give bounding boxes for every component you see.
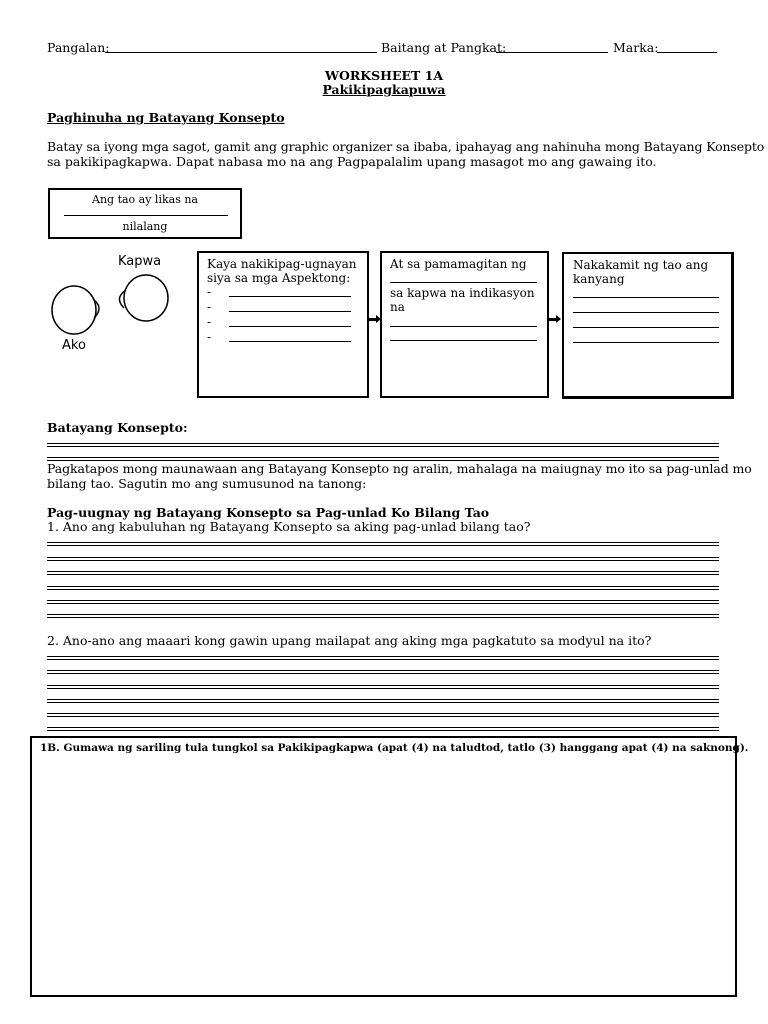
box1-bullet-3: -	[207, 315, 212, 329]
box1-line2: siya sa mga Aspektong:	[207, 271, 351, 285]
grade-label: Baitang at Pangkat:	[381, 40, 507, 55]
organizer-box-means	[380, 251, 549, 398]
concept-answer-line-1[interactable]	[47, 443, 719, 447]
worksheet-title: WORKSHEET 1A	[324, 68, 444, 83]
arrow-head-2	[556, 315, 561, 323]
box3-blank-2[interactable]	[573, 312, 719, 313]
box1-blank-2[interactable]	[229, 311, 351, 312]
box1-bullet-1: -	[207, 285, 212, 299]
label-kapwa: Kapwa	[118, 254, 162, 269]
box1-bullet-2: -	[207, 300, 212, 314]
top-box-line2: nilalang	[122, 220, 168, 233]
q2-answer-line-6[interactable]	[47, 727, 719, 731]
score-label: Marka:	[613, 40, 659, 55]
box1-bullet-4: -	[207, 330, 212, 344]
name-label: Pangalan:	[47, 40, 110, 55]
box1-line1: Kaya nakikipag-ugnayan	[207, 257, 357, 271]
section1-heading: Paghinuha ng Batayang Konsepto	[47, 110, 285, 125]
box1-blank-4[interactable]	[229, 341, 351, 342]
box3-blank-3[interactable]	[573, 327, 719, 328]
worksheet-subtitle: Pakikipagkapuwa	[322, 82, 446, 97]
poem-writing-box[interactable]	[30, 736, 749, 997]
q2-answer-line-1[interactable]	[47, 656, 719, 660]
section1-instructions-2: sa pakikipagkapwa. Dapat nabasa mo na ang Pagpapalalim upang masagot mo ang gawaing ito.	[47, 154, 657, 169]
q1-answer-line-1[interactable]	[47, 542, 719, 546]
top-box-blank[interactable]	[64, 215, 228, 216]
q2-answer-line-3[interactable]	[47, 685, 719, 689]
q2-answer-line-5[interactable]	[47, 713, 719, 717]
box1-blank-3[interactable]	[229, 326, 351, 327]
q1-answer-line-3[interactable]	[47, 571, 719, 575]
label-ako: Ako	[62, 338, 86, 353]
grade-field[interactable]	[496, 52, 608, 53]
box2-line3: na	[390, 300, 405, 314]
box2-blank-3[interactable]	[390, 340, 537, 341]
name-field[interactable]	[105, 52, 377, 53]
box2-line2: sa kapwa na indikasyon	[390, 286, 535, 300]
concept-paragraph-1: Pagkatapos mong maunawaan ang Batayang Konsepto ng aralin, mahalaga na maiugnay mo ito sa pag-unlad mo	[47, 461, 752, 476]
top-box-line1: Ang tao ay likas na	[92, 193, 198, 206]
box2-blank-2[interactable]	[390, 326, 537, 327]
score-field[interactable]	[657, 52, 717, 53]
box1-blank-1[interactable]	[229, 296, 351, 297]
box2-blank-1[interactable]	[390, 282, 537, 283]
kapwa-head-shape	[124, 275, 168, 321]
q1-answer-line-4[interactable]	[47, 586, 719, 590]
question-2: 2. Ano-ano ang maaari kong gawin upang mailapat ang aking mga pagkatuto sa modyul na ito?	[47, 633, 652, 648]
box2-line1: At sa pamamagitan ng	[390, 257, 527, 271]
q1-answer-line-2[interactable]	[47, 557, 719, 561]
box3-blank-4[interactable]	[573, 342, 719, 343]
section1-instructions-1: Batay sa iyong mga sagot, gamit ang graphic organizer sa ibaba, ipahayag ang nahinuha mong Batayang Konsepto	[47, 139, 765, 154]
concept-label: Batayang Konsepto:	[47, 420, 188, 435]
organizer-top-box	[48, 188, 242, 239]
ako-head-shape	[52, 286, 96, 334]
section2-heading: Pag-uugnay ng Batayang Konsepto sa Pag-unlad Ko Bilang Tao	[47, 505, 490, 520]
q2-answer-line-4[interactable]	[47, 699, 719, 703]
organizer-box-attainment	[562, 252, 734, 399]
box3-line1: Nakakamit ng tao ang	[573, 258, 709, 272]
organizer-box-aspects	[197, 251, 369, 398]
box3-line2: kanyang	[573, 272, 625, 286]
concept-paragraph-2: bilang tao. Sagutin mo ang sumusunod na tanong:	[47, 476, 367, 491]
q2-answer-line-2[interactable]	[47, 670, 719, 674]
section-1b-instruction: 1B. Gumawa ng sariling tula tungkol sa Pakikipagkapwa (apat (4) na taludtod, tatlo (3) hanggang apat (4) na saknong).	[40, 742, 749, 754]
box3-blank-1[interactable]	[573, 297, 719, 298]
q1-answer-line-6[interactable]	[47, 614, 719, 618]
question-1: 1. Ano ang kabuluhan ng Batayang Konsepto sa aking pag-unlad bilang tao?	[47, 519, 531, 534]
q1-answer-line-5[interactable]	[47, 600, 719, 604]
ako-kapwa-illustration	[46, 252, 186, 352]
